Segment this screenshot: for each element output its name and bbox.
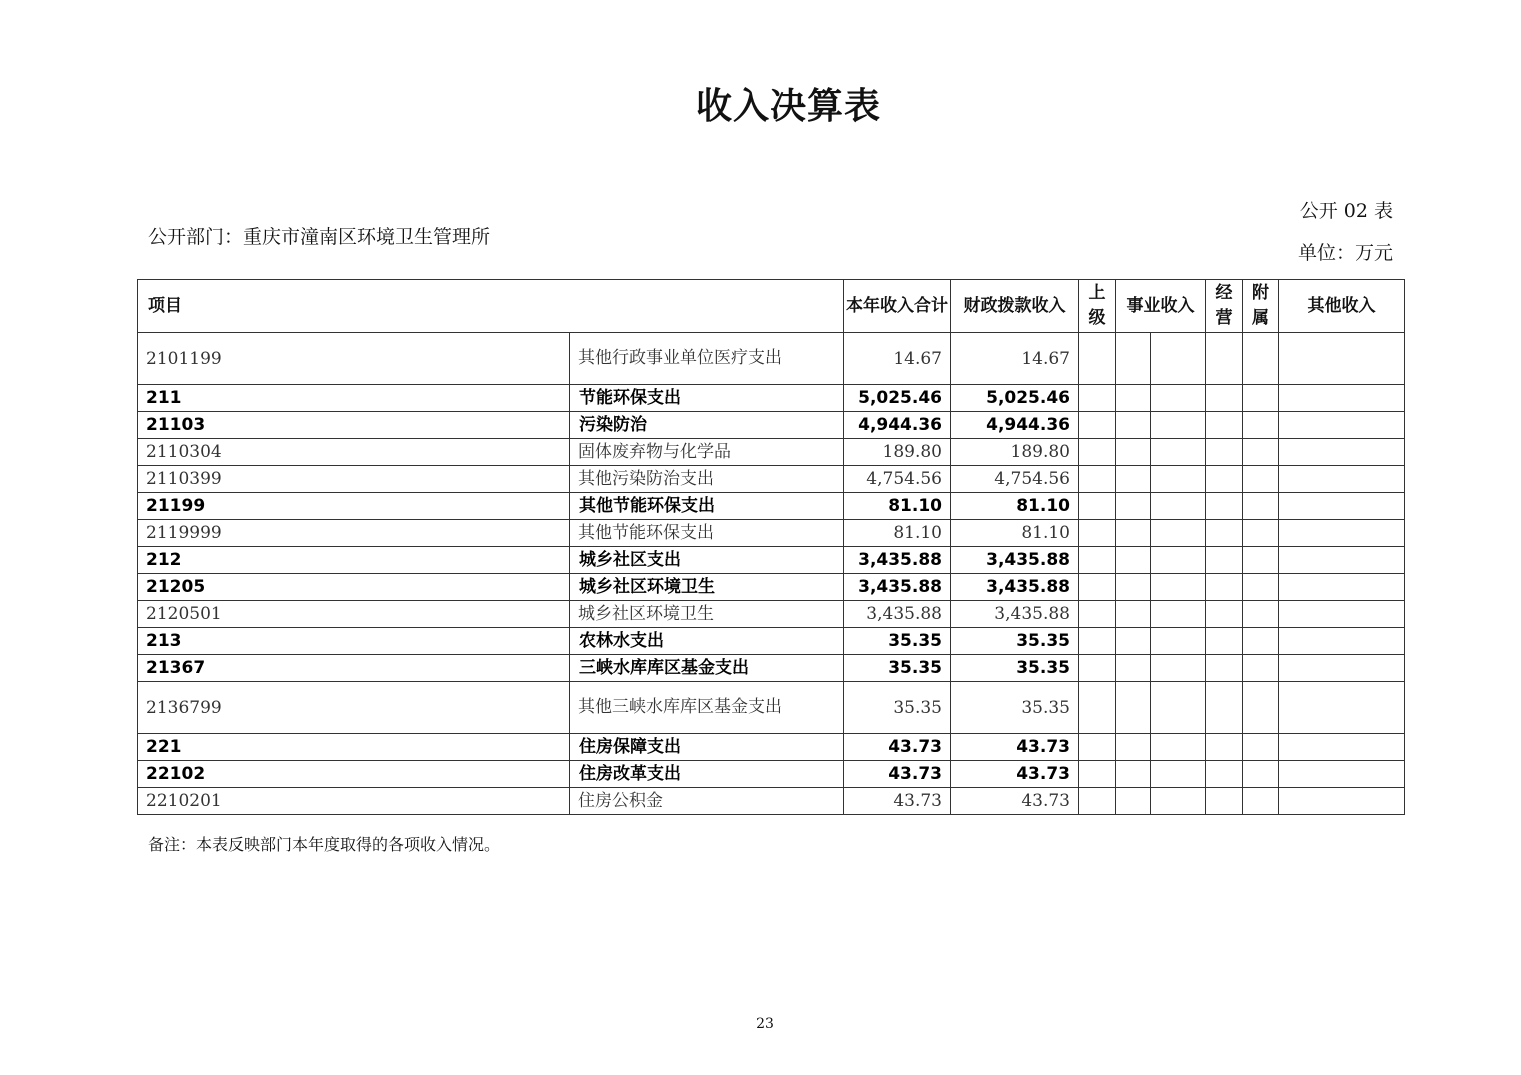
- header-affiliated: 附属: [1243, 280, 1279, 333]
- row-total: 3,435.88: [844, 601, 951, 628]
- row-fiscal: 81.10: [951, 493, 1079, 520]
- row-fiscal: 43.73: [951, 734, 1079, 761]
- row-business-b: [1151, 466, 1206, 493]
- row-name: 其他三峡水库库区基金支出: [570, 682, 844, 734]
- table-row: [138, 547, 1405, 574]
- row-business-a: [1116, 655, 1151, 682]
- row-business-a: [1116, 574, 1151, 601]
- row-fiscal: 35.35: [951, 682, 1079, 734]
- row-total: 14.67: [844, 333, 951, 385]
- row-operating: [1206, 412, 1243, 439]
- row-operating: [1206, 682, 1243, 734]
- row-name: 节能环保支出: [570, 385, 844, 412]
- row-operating: [1206, 761, 1243, 788]
- row-fiscal: 43.73: [951, 761, 1079, 788]
- table-row: [138, 466, 1405, 493]
- header-other: 其他收入: [1279, 280, 1405, 333]
- row-name: 住房保障支出: [570, 734, 844, 761]
- row-name: 固体废弃物与化学品: [570, 439, 844, 466]
- row-superior: [1079, 439, 1116, 466]
- row-business-a: [1116, 761, 1151, 788]
- row-affiliated: [1243, 761, 1279, 788]
- row-other: [1279, 734, 1405, 761]
- row-fiscal: 35.35: [951, 655, 1079, 682]
- row-superior: [1079, 788, 1116, 815]
- row-superior: [1079, 655, 1116, 682]
- row-other: [1279, 628, 1405, 655]
- table-row: [138, 439, 1405, 466]
- row-affiliated: [1243, 682, 1279, 734]
- row-operating: [1206, 439, 1243, 466]
- row-fiscal: 4,944.36: [951, 412, 1079, 439]
- row-name: 农林水支出: [570, 628, 844, 655]
- unit-label: 单位：万元: [1297, 242, 1393, 264]
- row-total: 43.73: [844, 761, 951, 788]
- row-affiliated: [1243, 412, 1279, 439]
- row-affiliated: [1243, 493, 1279, 520]
- row-name: 其他行政事业单位医疗支出: [570, 333, 844, 385]
- row-business-b: [1151, 734, 1206, 761]
- row-name: 城乡社区环境卫生: [570, 574, 844, 601]
- row-business-b: [1151, 385, 1206, 412]
- row-code: 213: [138, 628, 570, 655]
- row-total: 4,754.56: [844, 466, 951, 493]
- row-affiliated: [1243, 734, 1279, 761]
- table-body: [138, 333, 1405, 815]
- table-row: [138, 734, 1405, 761]
- row-operating: [1206, 788, 1243, 815]
- row-fiscal: 81.10: [951, 520, 1079, 547]
- row-name: 城乡社区环境卫生: [570, 601, 844, 628]
- row-other: [1279, 439, 1405, 466]
- row-affiliated: [1243, 601, 1279, 628]
- row-business-b: [1151, 574, 1206, 601]
- table-row: [138, 520, 1405, 547]
- row-other: [1279, 547, 1405, 574]
- row-total: 5,025.46: [844, 385, 951, 412]
- header-fiscal: 财政拨款收入: [951, 280, 1079, 333]
- row-business-b: [1151, 333, 1206, 385]
- row-business-a: [1116, 734, 1151, 761]
- row-other: [1279, 655, 1405, 682]
- row-fiscal: 43.73: [951, 788, 1079, 815]
- row-other: [1279, 601, 1405, 628]
- row-code: 221: [138, 734, 570, 761]
- row-superior: [1079, 601, 1116, 628]
- table-row: [138, 412, 1405, 439]
- table-row: [138, 628, 1405, 655]
- row-code: 2120501: [138, 601, 570, 628]
- row-superior: [1079, 412, 1116, 439]
- table-row: [138, 385, 1405, 412]
- table-row: [138, 761, 1405, 788]
- row-superior: [1079, 520, 1116, 547]
- row-superior: [1079, 466, 1116, 493]
- row-affiliated: [1243, 547, 1279, 574]
- row-other: [1279, 788, 1405, 815]
- row-operating: [1206, 333, 1243, 385]
- row-other: [1279, 682, 1405, 734]
- row-code: 2101199: [138, 333, 570, 385]
- row-operating: [1206, 493, 1243, 520]
- row-code: 2110304: [138, 439, 570, 466]
- row-business-b: [1151, 493, 1206, 520]
- row-code: 212: [138, 547, 570, 574]
- row-affiliated: [1243, 385, 1279, 412]
- form-number: 公开 02 表: [1299, 200, 1393, 222]
- row-other: [1279, 333, 1405, 385]
- row-fiscal: 3,435.88: [951, 547, 1079, 574]
- table-row: [138, 655, 1405, 682]
- row-superior: [1079, 761, 1116, 788]
- income-table: [137, 279, 1405, 815]
- row-business-b: [1151, 628, 1206, 655]
- row-superior: [1079, 493, 1116, 520]
- row-fiscal: 189.80: [951, 439, 1079, 466]
- row-total: 35.35: [844, 655, 951, 682]
- row-superior: [1079, 574, 1116, 601]
- row-code: 21205: [138, 574, 570, 601]
- page-number: 23: [756, 1016, 774, 1032]
- header-business: 事业收入: [1116, 280, 1206, 333]
- row-superior: [1079, 385, 1116, 412]
- table-note: 备注：本表反映部门本年度取得的各项收入情况。: [148, 835, 501, 854]
- row-affiliated: [1243, 574, 1279, 601]
- row-total: 81.10: [844, 493, 951, 520]
- row-superior: [1079, 682, 1116, 734]
- row-business-a: [1116, 788, 1151, 815]
- row-total: 3,435.88: [844, 547, 951, 574]
- row-other: [1279, 574, 1405, 601]
- table-row: [138, 682, 1405, 734]
- row-business-b: [1151, 520, 1206, 547]
- row-code: 21199: [138, 493, 570, 520]
- row-business-a: [1116, 628, 1151, 655]
- row-other: [1279, 385, 1405, 412]
- row-total: 81.10: [844, 520, 951, 547]
- row-business-b: [1151, 788, 1206, 815]
- row-operating: [1206, 655, 1243, 682]
- row-total: 4,944.36: [844, 412, 951, 439]
- row-business-b: [1151, 601, 1206, 628]
- row-business-b: [1151, 655, 1206, 682]
- row-business-b: [1151, 412, 1206, 439]
- row-total: 35.35: [844, 628, 951, 655]
- row-affiliated: [1243, 439, 1279, 466]
- table-row: [138, 333, 1405, 385]
- row-name: 其他污染防治支出: [570, 466, 844, 493]
- row-affiliated: [1243, 788, 1279, 815]
- row-affiliated: [1243, 655, 1279, 682]
- row-fiscal: 5,025.46: [951, 385, 1079, 412]
- row-business-a: [1116, 601, 1151, 628]
- row-fiscal: 14.67: [951, 333, 1079, 385]
- row-code: 21367: [138, 655, 570, 682]
- row-business-a: [1116, 333, 1151, 385]
- row-business-b: [1151, 682, 1206, 734]
- row-superior: [1079, 547, 1116, 574]
- table-header-row: [138, 280, 1405, 333]
- table-row: [138, 493, 1405, 520]
- row-affiliated: [1243, 520, 1279, 547]
- row-code: 2110399: [138, 466, 570, 493]
- row-code: 2136799: [138, 682, 570, 734]
- row-business-b: [1151, 439, 1206, 466]
- row-other: [1279, 466, 1405, 493]
- row-code: 21103: [138, 412, 570, 439]
- row-affiliated: [1243, 466, 1279, 493]
- row-business-a: [1116, 547, 1151, 574]
- row-business-a: [1116, 682, 1151, 734]
- row-superior: [1079, 628, 1116, 655]
- row-name: 城乡社区支出: [570, 547, 844, 574]
- row-name: 其他节能环保支出: [570, 493, 844, 520]
- row-name: 污染防治: [570, 412, 844, 439]
- department-label: 公开部门：重庆市潼南区环境卫生管理所: [148, 226, 491, 248]
- row-code: 22102: [138, 761, 570, 788]
- row-operating: [1206, 466, 1243, 493]
- row-operating: [1206, 734, 1243, 761]
- row-superior: [1079, 734, 1116, 761]
- row-name: 住房改革支出: [570, 761, 844, 788]
- row-total: 189.80: [844, 439, 951, 466]
- row-business-a: [1116, 493, 1151, 520]
- row-superior: [1079, 333, 1116, 385]
- row-business-a: [1116, 439, 1151, 466]
- row-total: 3,435.88: [844, 574, 951, 601]
- row-affiliated: [1243, 333, 1279, 385]
- row-business-a: [1116, 412, 1151, 439]
- row-code: 211: [138, 385, 570, 412]
- row-operating: [1206, 547, 1243, 574]
- row-other: [1279, 520, 1405, 547]
- row-business-a: [1116, 466, 1151, 493]
- row-name: 三峡水库库区基金支出: [570, 655, 844, 682]
- row-other: [1279, 761, 1405, 788]
- row-total: 35.35: [844, 682, 951, 734]
- page-title: 收入决算表: [695, 86, 881, 127]
- table-row: [138, 601, 1405, 628]
- row-operating: [1206, 385, 1243, 412]
- row-code: 2210201: [138, 788, 570, 815]
- row-operating: [1206, 520, 1243, 547]
- row-business-a: [1116, 520, 1151, 547]
- row-name: 其他节能环保支出: [570, 520, 844, 547]
- row-business-b: [1151, 547, 1206, 574]
- row-total: 43.73: [844, 788, 951, 815]
- header-operating: 经营: [1206, 280, 1243, 333]
- row-other: [1279, 493, 1405, 520]
- row-fiscal: 4,754.56: [951, 466, 1079, 493]
- row-fiscal: 35.35: [951, 628, 1079, 655]
- row-total: 43.73: [844, 734, 951, 761]
- table-row: [138, 788, 1405, 815]
- header-total: 本年收入合计: [844, 280, 951, 333]
- row-code: 2119999: [138, 520, 570, 547]
- row-business-a: [1116, 385, 1151, 412]
- row-operating: [1206, 628, 1243, 655]
- table-row: [138, 574, 1405, 601]
- row-operating: [1206, 601, 1243, 628]
- header-superior: 上级: [1079, 280, 1116, 333]
- row-operating: [1206, 574, 1243, 601]
- row-business-b: [1151, 761, 1206, 788]
- row-fiscal: 3,435.88: [951, 574, 1079, 601]
- header-item: 项目: [138, 280, 844, 333]
- row-name: 住房公积金: [570, 788, 844, 815]
- row-other: [1279, 412, 1405, 439]
- row-fiscal: 3,435.88: [951, 601, 1079, 628]
- row-affiliated: [1243, 628, 1279, 655]
